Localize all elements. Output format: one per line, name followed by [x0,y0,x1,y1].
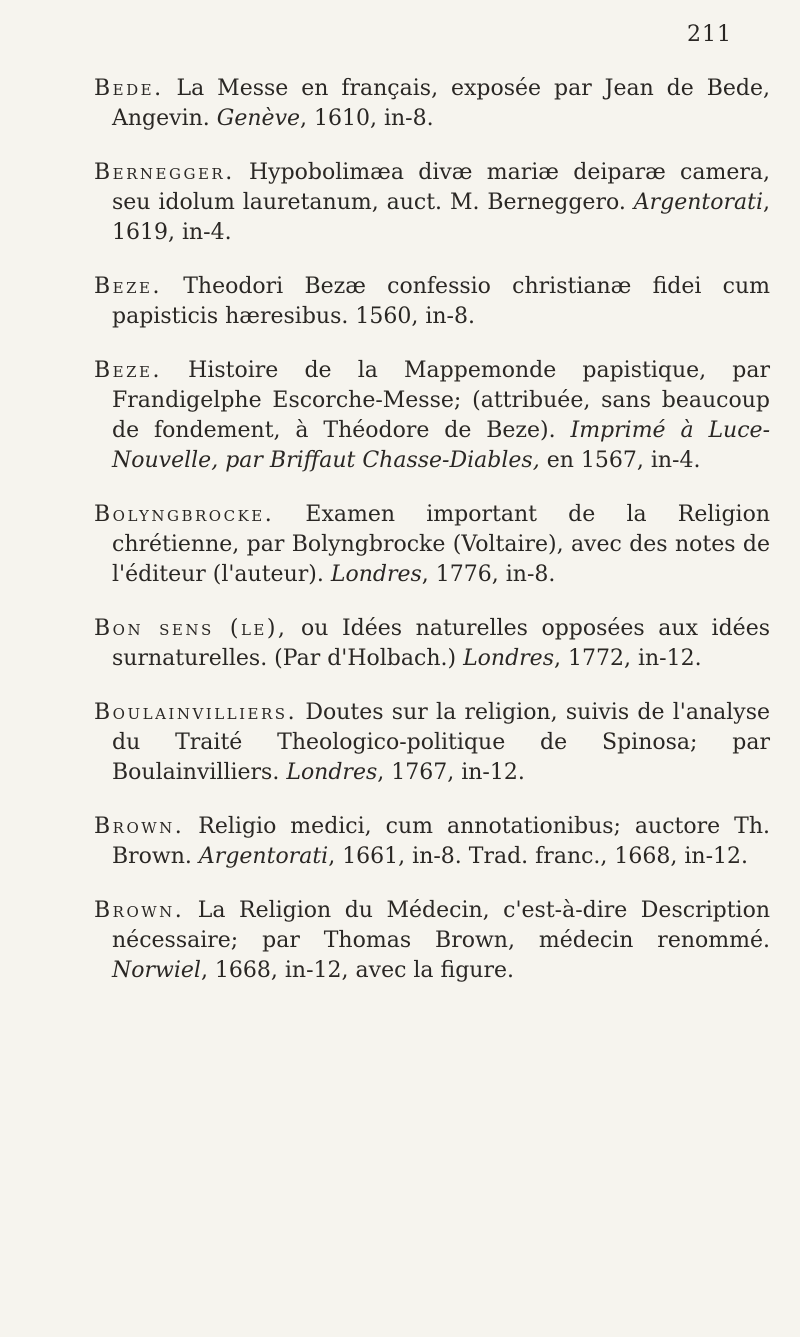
bibliography-entry [94,614,770,674]
entry-tail: , 1776, in-8. [421,562,556,587]
entry-author: Brown. [94,898,185,923]
entry-text: Doutes sur la religion, suivis de l'analyse du Traité Theologico-politique de Spinosa; par Boulainvilliers. [112,700,770,785]
entry-place: Londres [463,646,554,671]
entry-tail: , 1668, in-12, avec la figure. [200,958,514,983]
bibliography-entry [94,698,770,788]
entry-tail: , 1619, in-4. [112,190,770,245]
entry-text: Religio medici, cum annotationibus; auctore Th. Brown. [112,814,770,869]
entry-author: Bernegger. [94,160,235,185]
entry-tail: , 1772, in-12. [554,646,702,671]
entry-author: Beze. [94,358,162,383]
entry-place: Londres [286,760,378,785]
entry-text: Hypobolimæa divæ mariæ deiparæ camera, seu idolum lauretanum, auct. M. Berneggero. [112,160,770,215]
entry-text: La Religion du Médecin, c'est-à-dire Description nécessaire; par Thomas Brown, médecin renommé. [112,898,770,953]
entry-text: Theodori Bezæ confessio christianæ fidei cum papisticis hæresibus. 1560, in-8. [112,274,770,329]
bibliography-entry [94,356,770,476]
entry-place: Argentorati [198,844,329,869]
bibliography-entry [94,896,770,986]
entry-tail: en 1567, in-4. [539,448,701,473]
entry-tail: , 1661, in-8. Trad. franc., 1668, in-12. [328,844,749,869]
bibliography-list [94,74,770,1010]
bibliography-entry [94,74,770,134]
entry-tail: , 1610, in-8. [300,106,434,131]
entry-author: Beze. [94,274,162,299]
entry-tail: , 1767, in-12. [377,760,525,785]
entry-place: Genève [216,106,301,131]
entry-place: Imprimé à Luce-Nouvelle, par Briffaut Chasse-Diables, [112,418,770,473]
entry-author: Bolyngbrocke. [94,502,275,527]
bibliography-entry [94,158,770,248]
entry-author: Boulainvilliers. [94,700,298,725]
entry-author: Bede. [94,76,164,101]
page-number: 211 [687,22,732,47]
entry-text: La Messe en français, exposée par Jean de Bede, Angevin. [112,76,770,131]
entry-text: Examen important de la Religion chrétienne, par Bolyngbrocke (Voltaire), avec des notes de l'éditeur (l'auteur). [112,502,770,587]
bibliography-entry [94,500,770,590]
entry-place: Argentorati [633,190,763,215]
entry-place: Norwiel [112,958,201,983]
entry-author: Brown. [94,814,185,839]
entry-text: ou Idées naturelles opposées aux idées surnaturelles. (Par d'Holbach.) [112,616,770,671]
entry-place: Londres [330,562,422,587]
bibliography-entry [94,272,770,332]
entry-text: Histoire de la Mappemonde papistique, par Frandigelphe Escorche-Messe; (attribuée, sans beaucoup de fondement, à Théodore de Beze). [112,358,770,443]
bibliography-entry [94,812,770,872]
entry-author: Bon sens (le), [94,616,288,641]
